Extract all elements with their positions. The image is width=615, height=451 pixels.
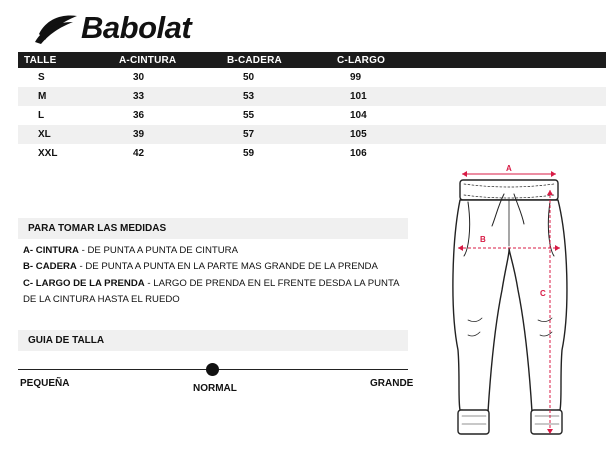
fit-label-normal: NORMAL [193, 383, 237, 394]
cell-cadera: 55 [243, 110, 255, 121]
table-row [18, 125, 606, 144]
measure-label-a: A [506, 164, 512, 173]
cell-size: L [38, 110, 45, 121]
cell-largo: 104 [350, 110, 367, 121]
cell-cadera: 57 [227, 125, 337, 144]
pants-cuff-right [531, 410, 562, 434]
table-row [18, 106, 606, 125]
cell-cadera: 53 [227, 87, 337, 106]
brand-name: Babolat [81, 10, 192, 45]
measure-instructions [23, 243, 413, 308]
fit-guide-title: GUIA DE TALLA [18, 330, 408, 351]
size-table-header [18, 52, 606, 68]
instruction-largo [23, 276, 413, 309]
cell-cintura: 42 [133, 148, 145, 159]
measure-label-b: B [480, 235, 486, 244]
instruction-cadera [23, 259, 413, 275]
cell-largo: 105 [337, 125, 606, 144]
pants-diagram [438, 160, 588, 442]
instruction-cintura [23, 243, 413, 259]
header-cintura: A-CINTURA [118, 52, 227, 68]
fit-scale-marker [206, 363, 219, 376]
fit-label-large: GRANDE [370, 378, 414, 389]
fit-label-small: PEQUEÑA [20, 378, 70, 389]
cell-largo: 99 [350, 72, 362, 83]
instruction-key: B- CADERA [23, 261, 77, 273]
brand-logo [33, 12, 191, 44]
cell-size: XL [18, 125, 118, 144]
instruction-key: C- LARGO DE LA PRENDA [23, 277, 145, 289]
cell-cintura: 33 [118, 87, 227, 106]
cell-cintura: 36 [133, 110, 145, 121]
pants-cuff-left [458, 410, 489, 434]
cell-cadera: 59 [243, 148, 255, 159]
measure-section-title: PARA TOMAR LAS MEDIDAS [18, 218, 408, 239]
cell-cadera: 50 [243, 72, 255, 83]
instruction-key: A- CINTURA [23, 245, 79, 256]
header-talle: TALLE [18, 52, 118, 68]
cell-largo: 106 [350, 148, 367, 159]
cell-cintura: 39 [118, 125, 227, 144]
babolat-strings-icon [33, 12, 79, 44]
measure-label-c: C [540, 289, 546, 298]
header-cadera: B-CADERA [227, 52, 337, 68]
instruction-text: - DE PUNTA A PUNTA DE CINTURA [78, 245, 238, 256]
table-row [18, 68, 606, 87]
cell-largo: 101 [337, 87, 606, 106]
table-row [18, 87, 606, 106]
header-largo: C-LARGO [337, 52, 606, 68]
pants-waistband [460, 180, 558, 200]
cell-size: M [18, 87, 118, 106]
instruction-text: - DE PUNTA A PUNTA EN LA PARTE MAS GRANDE DE LA PRENDA [76, 261, 378, 273]
cell-cintura: 30 [133, 72, 145, 83]
instruction-text: - LARGO DE PRENDA EN EL FRENTE DESDA LA PUNTA DE LA CINTURA HASTA EL RUEDO [23, 277, 400, 305]
cell-size: XXL [38, 148, 58, 159]
cell-size: S [38, 72, 45, 83]
size-table [18, 52, 606, 163]
